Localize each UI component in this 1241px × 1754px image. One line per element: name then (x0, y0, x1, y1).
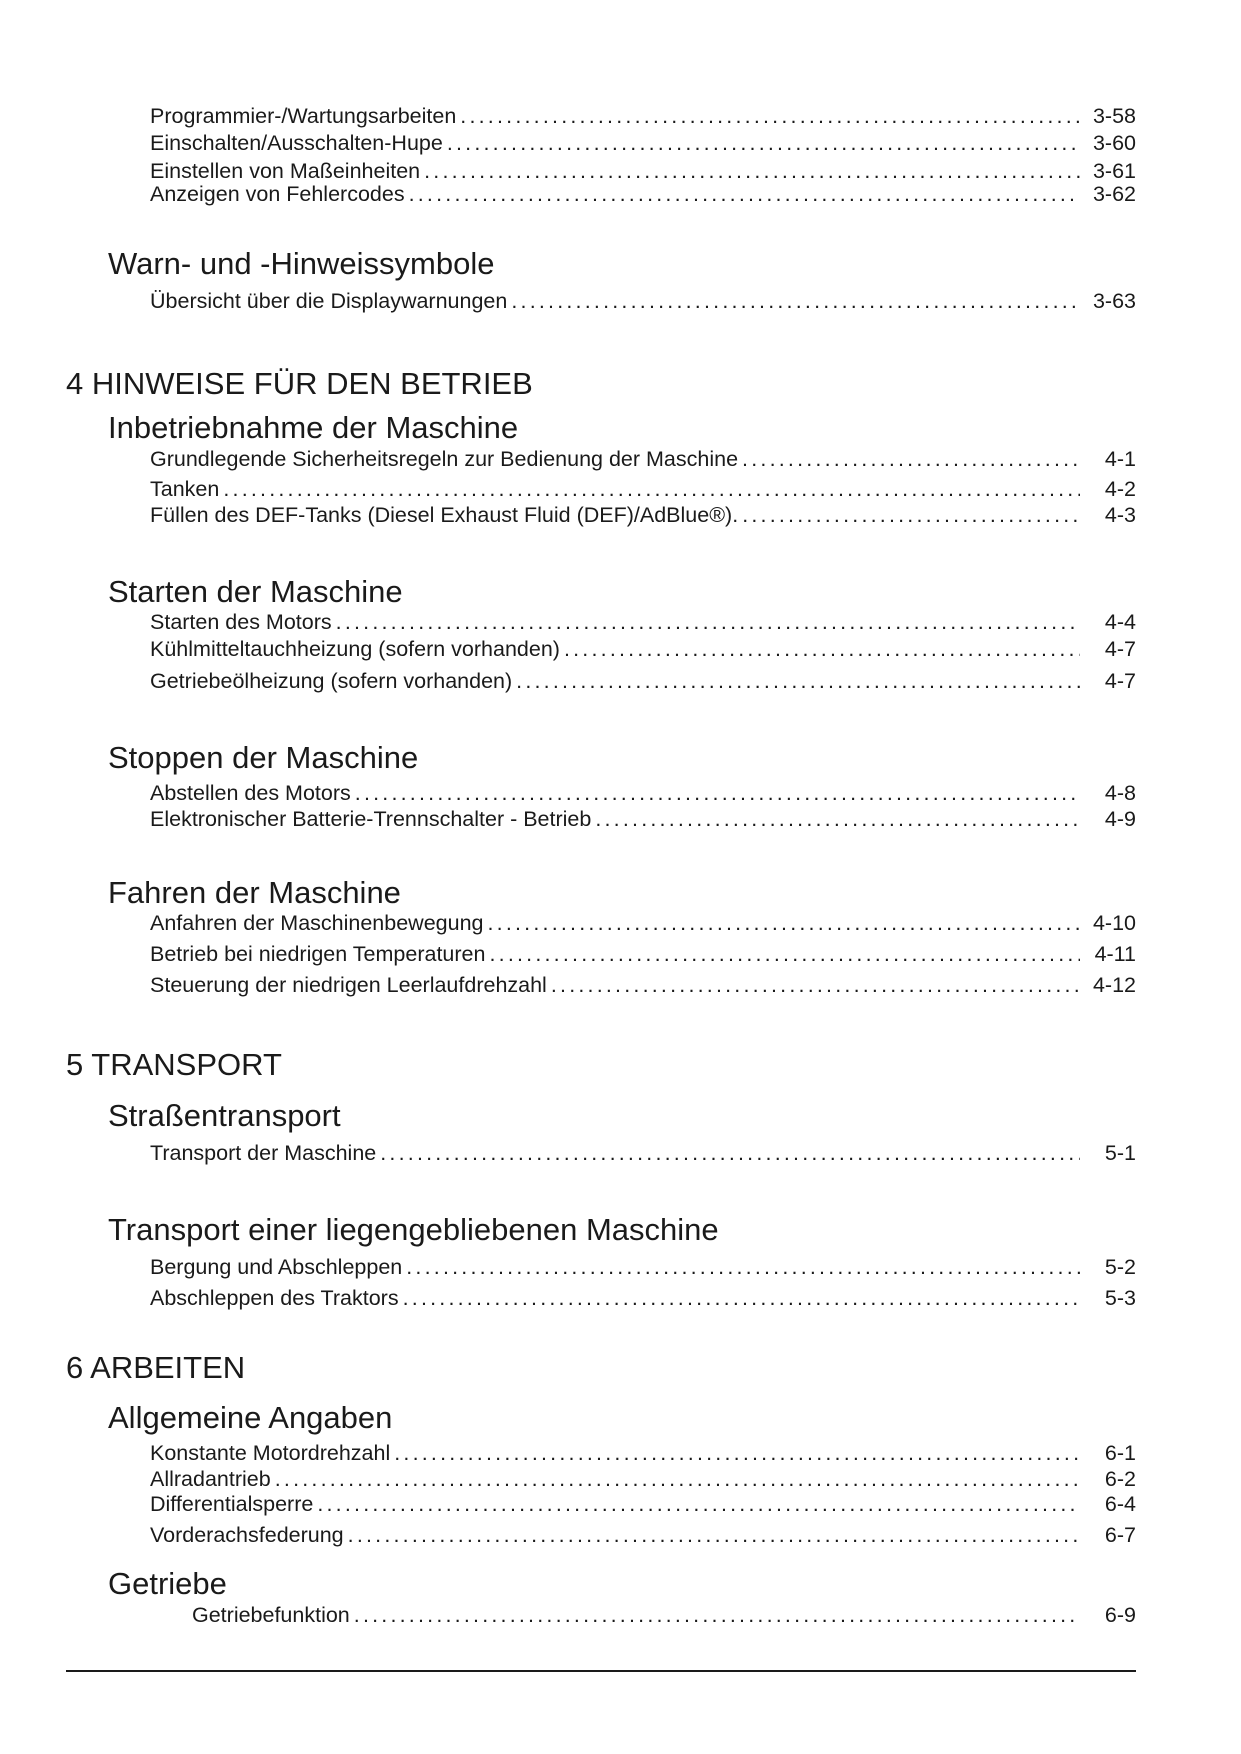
toc-entry[interactable] (150, 1285, 1136, 1311)
toc-page-number: 6-2 (1104, 1467, 1136, 1491)
toc-chapter-heading[interactable]: 5 TRANSPORT (66, 1047, 282, 1082)
toc-entry[interactable] (150, 609, 1136, 635)
toc-chapter-heading[interactable]: 4 HINWEISE FÜR DEN BETRIEB (66, 366, 533, 401)
toc-entry-title: Vorderachsfederung (150, 1523, 344, 1547)
toc-page-number: 4-7 (1104, 669, 1136, 693)
toc-section-heading[interactable]: Inbetriebnahme der Maschine (108, 410, 519, 445)
toc-entry[interactable] (150, 780, 1136, 806)
leader-dots (403, 1285, 1080, 1311)
toc-entry-title: Füllen des DEF-Tanks (Diesel Exhaust Fluid (DEF)/AdBlue®). (150, 503, 739, 527)
toc-entry[interactable] (150, 1140, 1136, 1166)
toc-entry[interactable] (150, 1522, 1136, 1548)
toc-page-number: 4-3 (1104, 503, 1136, 527)
leader-dots (336, 609, 1080, 635)
leader-dots (460, 103, 1080, 129)
toc-entry[interactable] (150, 103, 1136, 129)
toc-page-number: 4-7 (1104, 637, 1136, 661)
toc-entry[interactable] (150, 1254, 1136, 1280)
leader-dots (742, 502, 1080, 528)
toc-entry-title: Bergung und Abschleppen (150, 1255, 403, 1279)
toc-section-heading[interactable]: Straßentransport (108, 1098, 341, 1133)
toc-entry-title: Starten des Motors (150, 610, 332, 634)
leader-dots (742, 446, 1080, 472)
toc-entry[interactable] (150, 636, 1136, 662)
toc-page-number: 6-1 (1104, 1441, 1136, 1465)
toc-entry[interactable] (150, 1491, 1136, 1517)
leader-dots (595, 806, 1080, 832)
toc-page-number: 6-7 (1104, 1523, 1136, 1547)
leader-dots (489, 941, 1080, 967)
footer-rule (66, 1670, 1136, 1672)
toc-section-heading[interactable]: Transport einer liegengebliebenen Maschine (108, 1212, 719, 1247)
toc-entry-title: Getriebeölheizung (sofern vorhanden) (150, 669, 513, 693)
toc-entry-title: Differentialsperre (150, 1492, 314, 1516)
toc-chapter-heading[interactable]: 6 ARBEITEN (66, 1350, 246, 1385)
toc-page-number: 6-4 (1104, 1492, 1136, 1516)
toc-page-number: 4-9 (1104, 807, 1136, 831)
toc-entry[interactable] (150, 181, 1136, 207)
toc-entry-title: Grundlegende Sicherheitsregeln zur Bedienung der Maschine (150, 447, 739, 471)
leader-dots (354, 1602, 1080, 1628)
toc-page-number: 4-4 (1104, 610, 1136, 634)
toc-section-heading[interactable]: Warn- und -Hinweissymbole (108, 246, 495, 281)
toc-entry-title: Übersicht über die Displaywarnungen (150, 289, 508, 313)
toc-page-number: 4-12 (1092, 973, 1136, 997)
leader-dots (223, 476, 1080, 502)
toc-entry-title: Anfahren der Maschinenbewegung (150, 911, 484, 935)
leader-dots (275, 1466, 1080, 1492)
toc-page-number: 4-10 (1092, 911, 1136, 935)
toc-page-number: 5-2 (1104, 1255, 1136, 1279)
toc-section-heading[interactable]: Stoppen der Maschine (108, 740, 419, 775)
toc-entry-title: Getriebefunktion (192, 1603, 350, 1627)
leader-dots (551, 972, 1080, 998)
toc-entry-title: Einstellen von Maßeinheiten (150, 159, 421, 183)
toc-page-number: 3-58 (1092, 104, 1136, 128)
toc-entry-title: Abschleppen des Traktors (150, 1286, 399, 1310)
leader-dots (355, 780, 1080, 806)
toc-entry[interactable] (150, 288, 1136, 314)
toc-entry[interactable] (150, 1466, 1136, 1492)
leader-dots (380, 1140, 1080, 1166)
toc-entry-title: Einschalten/Ausschalten-Hupe (150, 131, 443, 155)
toc-page-number: 5-1 (1104, 1141, 1136, 1165)
toc-section-heading[interactable]: Starten der Maschine (108, 574, 403, 609)
toc-entry[interactable] (150, 1440, 1136, 1466)
toc-page-number: 3-62 (1092, 182, 1136, 206)
toc-page-number: 3-60 (1092, 131, 1136, 155)
toc-entry[interactable] (150, 502, 1136, 528)
leader-dots (348, 1522, 1080, 1548)
toc-entry-title: Konstante Motordrehzahl (150, 1441, 391, 1465)
toc-entry[interactable] (150, 130, 1136, 156)
leader-dots (317, 1491, 1080, 1517)
toc-entry-title: Allradantrieb (150, 1467, 271, 1491)
toc-entry-title: Transport der Maschine (150, 1141, 377, 1165)
leader-dots (487, 910, 1080, 936)
toc-entry-title: Elektronischer Batterie-Trennschalter - Betrieb (150, 807, 592, 831)
toc-entry-title: Kühlmitteltauchheizung (sofern vorhanden) (150, 637, 560, 661)
toc-entry[interactable] (150, 972, 1136, 998)
toc-entry[interactable] (150, 941, 1136, 967)
toc-entry-title: Anzeigen von Fehlercodes (150, 182, 405, 206)
toc-page-number: 4-11 (1094, 942, 1136, 966)
leader-dots (516, 668, 1080, 694)
leader-dots (409, 181, 1080, 207)
toc-section-heading[interactable]: Getriebe (108, 1566, 227, 1601)
toc-entry[interactable] (150, 910, 1136, 936)
toc-entry[interactable] (150, 668, 1136, 694)
toc-page-number: 3-61 (1092, 159, 1136, 183)
toc-page-number: 4-8 (1104, 781, 1136, 805)
toc-section-heading[interactable]: Fahren der Maschine (108, 875, 401, 910)
toc-page-number: 6-9 (1104, 1603, 1136, 1627)
toc-entry-title: Abstellen des Motors (150, 781, 351, 805)
toc-page-number: 4-1 (1104, 447, 1136, 471)
toc-entry-title: Programmier-/Wartungsarbeiten (150, 104, 457, 128)
toc-page-number: 4-2 (1104, 477, 1136, 501)
toc-entry[interactable] (150, 446, 1136, 472)
leader-dots (406, 1254, 1080, 1280)
leader-dots (394, 1440, 1080, 1466)
toc-section-heading[interactable]: Allgemeine Angaben (108, 1400, 393, 1435)
toc-entry-title: Steuerung der niedrigen Leerlaufdrehzahl (150, 973, 547, 997)
toc-entry-title: Tanken (150, 477, 220, 501)
toc-page-number: 3-63 (1092, 289, 1136, 313)
toc-entry-title: Betrieb bei niedrigen Temperaturen (150, 942, 486, 966)
leader-dots (511, 288, 1080, 314)
leader-dots (564, 636, 1080, 662)
toc-entry[interactable] (192, 1602, 1136, 1628)
toc-entry[interactable] (150, 476, 1136, 502)
toc-entry[interactable] (150, 806, 1136, 832)
leader-dots (447, 130, 1080, 156)
toc-page-number: 5-3 (1104, 1286, 1136, 1310)
